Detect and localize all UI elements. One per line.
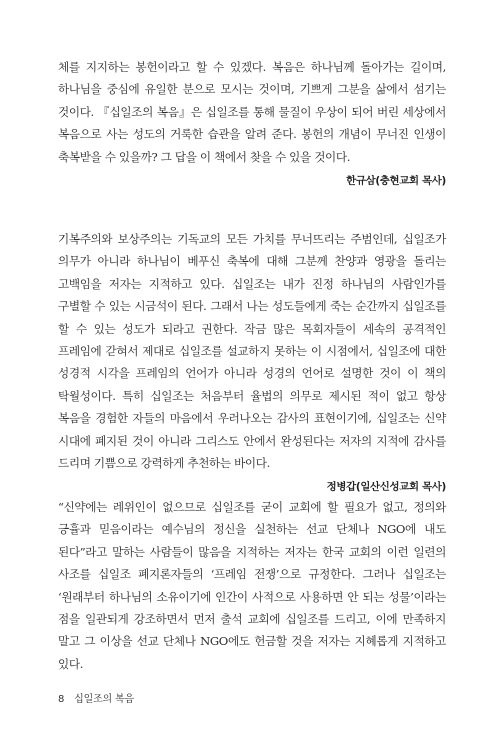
endorsement-text: “신약에는 레위인이 없으므로 십일조를 굳이 교회에 할 필요가 없고, 정의와 긍휼과 믿음이라는 예수님의 정신을 실천하는 선교 단체나 NGO에 내도 된다”라고 말하는 사람들이 많음을 지적하는 저자는 한국 교회의 이런 일련의 사조를 십일조 폐지론자들의 ‘프레임 전쟁’으로 규정한다. 그러나 십일조는 ‘원래부터 하나님의 소유이기에 인간이 사적으로 사용하면 안 되는 성물’이라는 점을 일관되게 강조하면서 먼저 출석 교회에 십일조를 드리고, 이에 만족하지 말고 그 이상을 선교 단체나 NGO에도 헌금할 것을 저자는 지혜롭게 지적하고 있다.	[58, 500, 446, 671]
endorsement-author	[58, 480, 446, 494]
author-role: (충현교회 목사)	[375, 175, 446, 188]
page-number: 8	[58, 694, 65, 705]
running-book-title: 십일조의 복음	[74, 694, 134, 705]
endorsement-block	[58, 228, 446, 494]
author-name: 한규삼	[346, 175, 376, 188]
page-footer	[58, 690, 134, 705]
author-name: 정병갑	[326, 481, 356, 494]
endorsement-text: 체를 지지하는 봉헌이라고 할 수 있겠다. 복음은 하나님께 돌아가는 길이며, 하나님을 중심에 유일한 분으로 모시는 것이며, 기쁘게 그분을 삶에서 섬기는 것이다. 『십일조의 복음』은 십일조를 통해 물질이 우상이 되어 버린 세상에서 복음으로 사는 성도의 거룩한 습관을 알려 준다. 봉헌의 개념이 무너진 인생이 축복받을 수 있을까? 그 답을 이 책에서 찾을 수 있을 것이다.	[58, 60, 446, 164]
endorsement-text: 기복주의와 보상주의는 기독교의 모든 가치를 무너뜨리는 주범인데, 십일조가 의무가 아니라 하나님이 베푸신 축복에 대해 그분께 찬양과 영광을 돌리는 고백임을 저자는 지적하고 있다. 십일조는 내가 진정 하나님의 사람인가를 구별할 수 있는 시금석이 된다. 그래서 나는 성도들에게 죽는 순간까지 십일조를 할 수 있는 성도가 되라고 권한다. 작금 많은 목회자들이 세속의 공격적인 프레임에 갇혀서 제대로 십일조를 설교하지 못하는 이 시점에서, 십일조에 대한 성경적 시각을 프레임의 언어가 아니라 성경의 언어로 설명한 것이 이 책의 탁월성이다. 특히 십일조는 처음부터 율법의 의무로 제시된 적이 없고 항상 복음을 경험한 자들의 마음에서 우러나오는 감사의 표현이기에, 십일조는 신약 시대에 폐지된 것이 아니라 그리스도 안에서 완성된다는 저자의 지적에 감사를 드리며 기쁨으로 강력하게 추천하는 바이다.	[58, 232, 446, 471]
endorsement-block	[58, 56, 446, 188]
endorsement-block	[58, 496, 446, 675]
endorsement-author	[58, 174, 446, 188]
author-role: (일산신성교회 목사)	[355, 481, 446, 494]
